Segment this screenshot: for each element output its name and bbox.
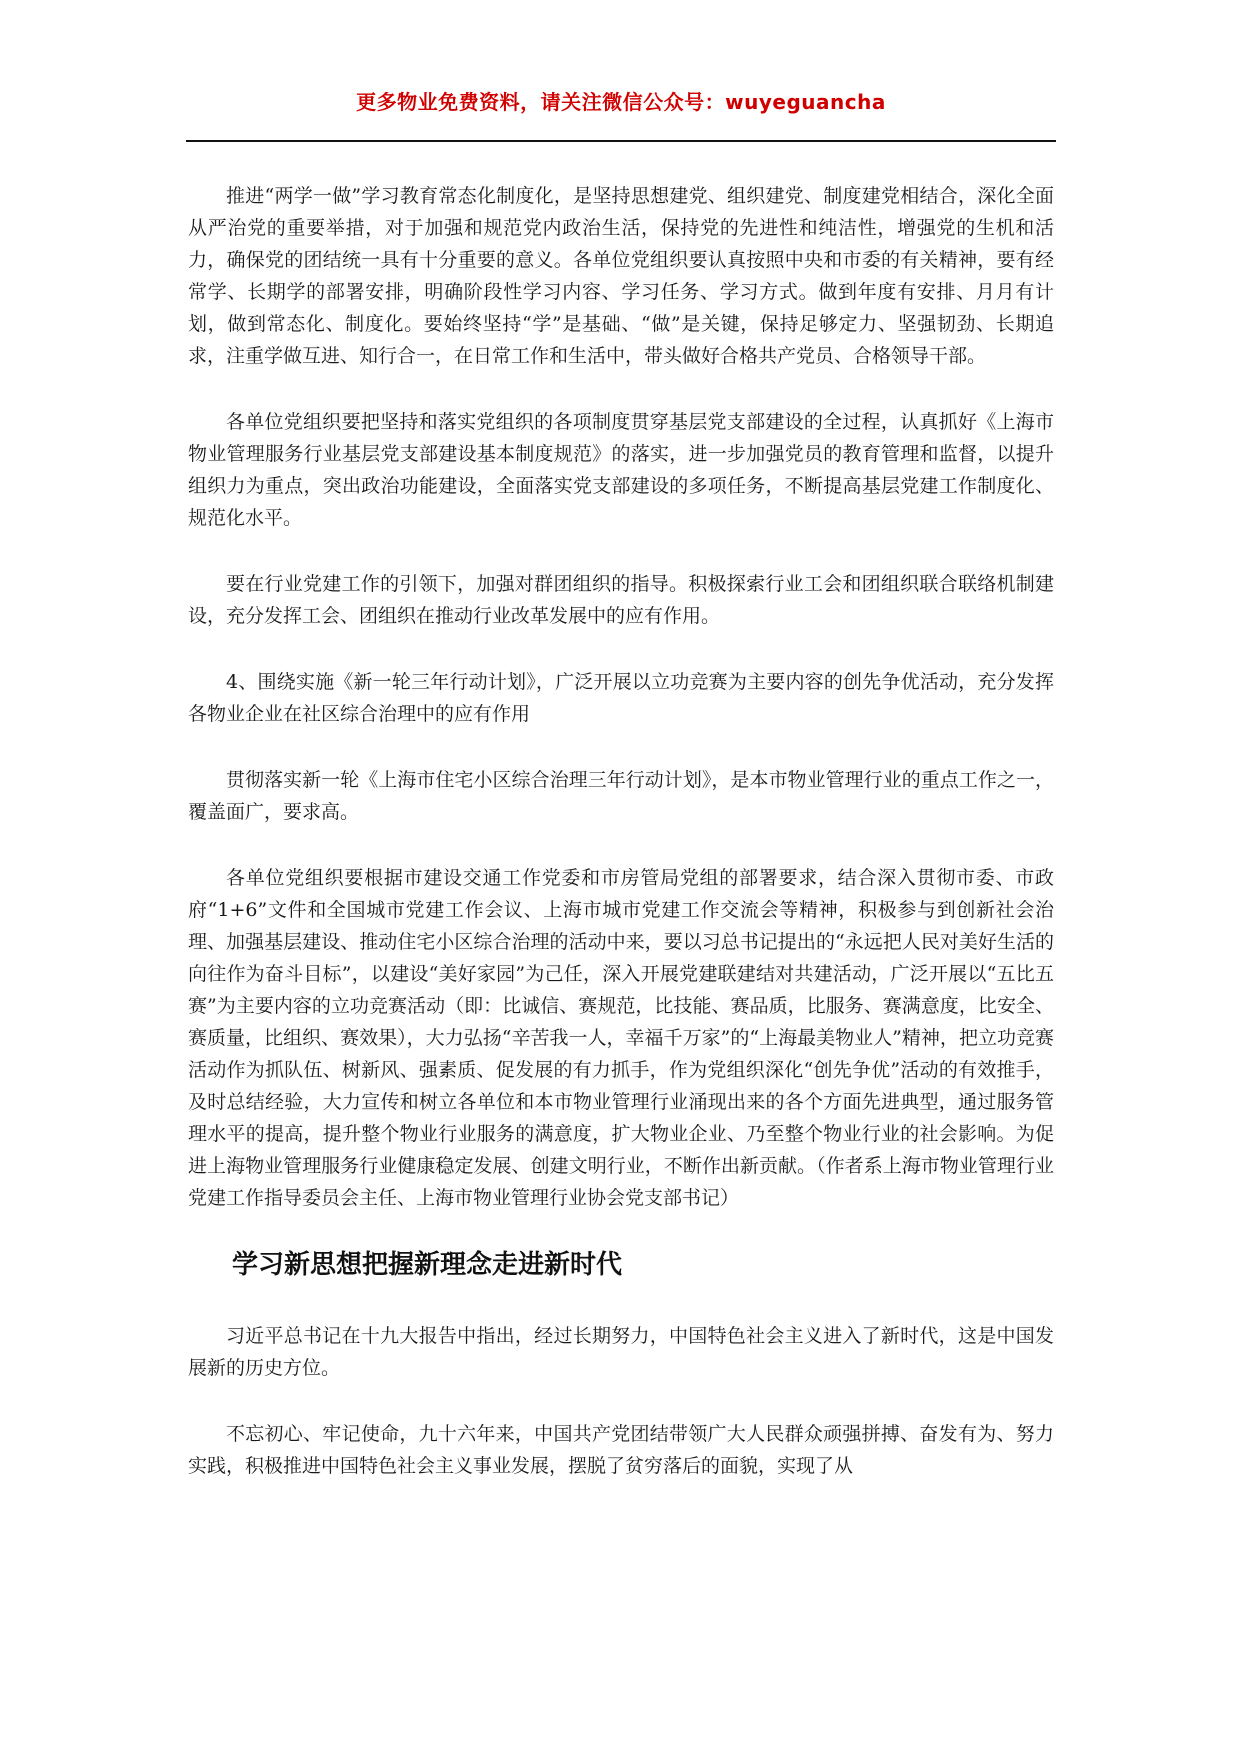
header-divider <box>186 140 1056 142</box>
section-title: 学习新思想把握新理念走进新时代 <box>232 1250 623 1280</box>
paragraph-4: 4、围绕实施《新一轮三年行动计划》，广泛开展以立功竞赛为主要内容的创先争优活动，充分发挥各物业企业在社区综合治理中的应有作用 <box>188 671 1054 725</box>
paragraph-6: 各单位党组织要根据市建设交通工作党委和市房管局党组的部署要求，结合深入贯彻市委、市政府“1+6”文件和全国城市党建工作会议、上海市城市党建工作交流会等精神，积极参与到创新社会治理、加强基层建设、推动住宅小区综合治理的活动中来，要以习总书记提出的“永远把人民对美好生活的向往作为奋斗目标”，以建设“美好家园”为己任，深入开展党建联建结对共建活动，广泛开展以“五比五赛”为主要内容的立功竞赛活动（即：比诚信、赛规范，比技能、赛品质，比服务、赛满意度，比安全、赛质量，比组织、赛效果），大力弘扬“辛苦我一人，幸福千万家”的“上海最美物业人”精神，把立功竞赛活动作为抓队伍、树新风、强素质、促发展的有力抓手，作为党组织深化“创先争优”活动的有效推手，及时总结经验，大力宣传和树立各单位和本市物业管理行业涌现出来的各个方面先进典型，通过服务管理水平的提高，提升整个物业行业服务的满意度，扩大物业企业、乃至整个物业行业的社会影响。为促进上海物业管理服务行业健康稳定发展、创建文明行业，不断作出新贡献。（作者系上海市物业管理行业党建工作指导委员会主任、上海市物业管理行业协会党支部书记） <box>188 867 1054 1209</box>
paragraph-1: 推进“两学一做”学习教育常态化制度化，是坚持思想建党、组织建党、制度建党相结合，深化全面从严治党的重要举措，对于加强和规范党内政治生活，保持党的先进性和纯洁性，增强党的生机和活力，确保党的团结统一具有十分重要的意义。各单位党组织要认真按照中央和市委的有关精神，要有经常学、长期学的部署安排，明确阶段性学习内容、学习任务、学习方式。做到年度有安排、月月有计划，做到常态化、制度化。要始终坚持“学”是基础、“做”是关键，保持足够定力、坚强韧劲、长期追求，注重学做互进、知行合一，在日常工作和生活中，带头做好合格共产党员、合格领导干部。 <box>188 185 1054 367</box>
paragraph-7: 习近平总书记在十九大报告中指出，经过长期努力，中国特色社会主义进入了新时代，这是中国发展新的历史方位。 <box>188 1325 1054 1379</box>
document-body <box>188 180 1054 1516</box>
paragraph-3: 要在行业党建工作的引领下，加强对群团组织的指导。积极探索行业工会和团组织联合联络机制建设，充分发挥工会、团组织在推动行业改革发展中的应有作用。 <box>188 573 1054 627</box>
header-banner: 更多物业免费资料，请关注微信公众号：wuyeguancha <box>356 90 886 114</box>
paragraph-8: 不忘初心、牢记使命，九十六年来，中国共产党团结带领广大人民群众顽强拼搏、奋发有为、努力实践，积极推进中国特色社会主义事业发展，摆脱了贫穷落后的面貌，实现了从 <box>188 1423 1054 1477</box>
paragraph-2: 各单位党组织要把坚持和落实党组织的各项制度贯穿基层党支部建设的全过程，认真抓好《上海市物业管理服务行业基层党支部建设基本制度规范》的落实，进一步加强党员的教育管理和监督，以提升组织力为重点，突出政治功能建设，全面落实党支部建设的多项任务，不断提高基层党建工作制度化、规范化水平。 <box>188 411 1054 529</box>
paragraph-5: 贯彻落实新一轮《上海市住宅小区综合治理三年行动计划》，是本市物业管理行业的重点工作之一，覆盖面广，要求高。 <box>188 769 1054 823</box>
